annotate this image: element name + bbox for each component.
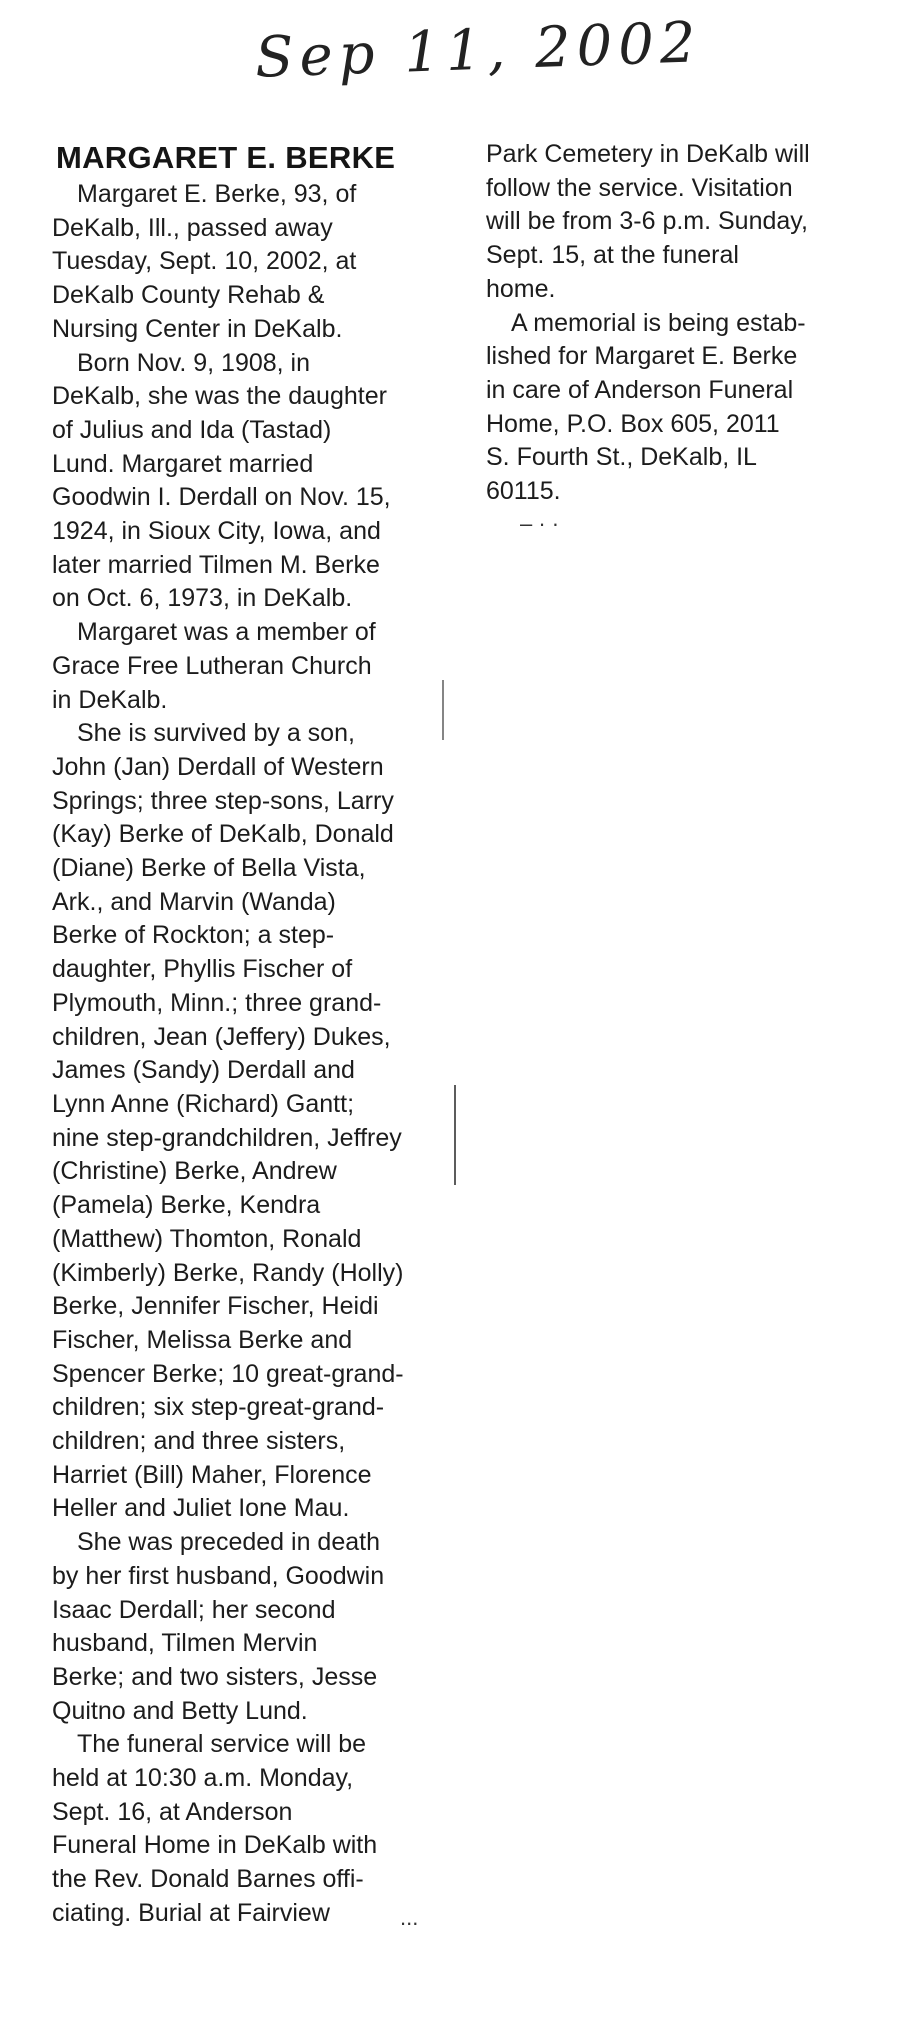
- text-line: (Pamela) Berke, Kendra: [52, 1191, 321, 1220]
- text-line: Nursing Center in DeKalb.: [52, 314, 343, 343]
- end-mark: – · ·: [520, 511, 560, 536]
- text-line: ciating. Burial at Fairview: [52, 1898, 330, 1927]
- text-line: (Diane) Berke of Bella Vista,: [52, 854, 366, 883]
- text-line: Springs; three step-sons, Larry: [52, 786, 394, 815]
- text-line: Quitno and Betty Lund.: [52, 1696, 308, 1725]
- left-column-paragraph: [52, 347, 437, 617]
- text-line: lished for Margaret E. Berke: [486, 342, 798, 371]
- text-line: Harriet (Bill) Maher, Florence: [52, 1460, 372, 1489]
- text-line: She is survived by a son,: [52, 719, 355, 748]
- text-line: DeKalb, she was the daughter: [52, 382, 387, 411]
- text-line: DeKalb County Rehab &: [52, 281, 325, 310]
- handwritten-date: Sep 11, 2002: [254, 10, 703, 91]
- text-line: She was preceded in death: [52, 1528, 380, 1557]
- text-line: children, Jean (Jeffery) Dukes,: [52, 1022, 391, 1051]
- text-line: Funeral Home in DeKalb with: [52, 1831, 378, 1860]
- text-line: Lynn Anne (Richard) Gantt;: [52, 1089, 355, 1118]
- text-line: Grace Free Lutheran Church: [52, 651, 372, 680]
- text-line: nine step-grandchildren, Jeffrey: [52, 1123, 402, 1152]
- text-line: Isaac Derdall; her second: [52, 1595, 336, 1624]
- left-column-paragraph: [52, 178, 437, 347]
- right-column-body: [486, 138, 876, 509]
- column-rule-lower: [454, 1085, 456, 1185]
- text-line: home.: [486, 274, 556, 303]
- text-line: John (Jan) Derdall of Western: [52, 752, 384, 781]
- text-line: Park Cemetery in DeKalb will: [486, 140, 810, 168]
- text-line: (Christine) Berke, Andrew: [52, 1157, 337, 1186]
- text-line: Berke, Jennifer Fischer, Heidi: [52, 1292, 379, 1321]
- text-line: (Kay) Berke of DeKalb, Donald: [52, 820, 394, 849]
- text-line: will be from 3-6 p.m. Sunday,: [486, 207, 808, 236]
- text-line: children; six step-great-grand-: [52, 1393, 385, 1422]
- text-line: Goodwin I. Derdall on Nov. 15,: [52, 483, 391, 512]
- left-column-paragraph: [52, 717, 437, 1526]
- text-line: The funeral service will be: [52, 1730, 367, 1759]
- text-line: Home, P.O. Box 605, 2011: [486, 409, 780, 438]
- text-line: Tuesday, Sept. 10, 2002, at: [52, 247, 357, 276]
- left-column-paragraph: [52, 1526, 437, 1728]
- text-line: Margaret E. Berke, 93, of: [52, 180, 357, 208]
- text-line: Fischer, Melissa Berke and: [52, 1325, 353, 1354]
- left-column-paragraph: [52, 616, 437, 717]
- text-line: Spencer Berke; 10 great-grand-: [52, 1359, 404, 1388]
- text-line: (Kimberly) Berke, Randy (Holly): [52, 1258, 404, 1287]
- text-line: on Oct. 6, 1973, in DeKalb.: [52, 584, 353, 613]
- right-column-paragraph: [486, 138, 876, 307]
- text-line: James (Sandy) Derdall and: [52, 1056, 355, 1085]
- text-line: Plymouth, Minn.; three grand-: [52, 988, 382, 1017]
- text-line: Heller and Juliet Ione Mau.: [52, 1494, 350, 1523]
- obituary-right-column: [486, 138, 876, 509]
- left-column-body: [52, 178, 437, 1931]
- text-line: the Rev. Donald Barnes offi-: [52, 1865, 364, 1894]
- text-line: in DeKalb.: [52, 685, 168, 714]
- text-line: of Julius and Ida (Tastad): [52, 415, 332, 444]
- text-line: daughter, Phyllis Fischer of: [52, 955, 353, 984]
- obituary-left-column: [52, 138, 437, 1931]
- text-line: DeKalb, Ill., passed away: [52, 213, 333, 242]
- text-line: Margaret was a member of: [52, 618, 376, 647]
- text-line: (Matthew) Thomton, Ronald: [52, 1224, 362, 1253]
- text-line: by her first husband, Goodwin: [52, 1561, 385, 1590]
- column-rule-upper: [442, 680, 444, 740]
- text-line: Berke; and two sisters, Jesse: [52, 1662, 378, 1691]
- text-line: Born Nov. 9, 1908, in: [52, 348, 311, 377]
- text-line: S. Fourth St., DeKalb, IL: [486, 443, 757, 472]
- text-line: A memorial is being estab-: [486, 308, 806, 337]
- text-line: Ark., and Marvin (Wanda): [52, 887, 336, 916]
- left-column-paragraph: [52, 1728, 437, 1930]
- text-line: Sept. 15, at the funeral: [486, 241, 739, 270]
- text-line: 1924, in Sioux City, Iowa, and: [52, 517, 381, 546]
- right-column-paragraph: [486, 307, 876, 509]
- obituary-headline: MARGARET E. BERKE: [56, 140, 396, 175]
- continuation-mark: ...: [400, 1905, 419, 1930]
- text-line: 60115.: [486, 477, 561, 506]
- text-line: in care of Anderson Funeral: [486, 375, 794, 404]
- text-line: husband, Tilmen Mervin: [52, 1629, 318, 1658]
- text-line: Sept. 16, at Anderson: [52, 1797, 293, 1826]
- text-line: held at 10:30 a.m. Monday,: [52, 1764, 354, 1793]
- text-line: Berke of Rockton; a step-: [52, 921, 335, 950]
- text-line: follow the service. Visitation: [486, 173, 793, 202]
- text-line: Lund. Margaret married: [52, 449, 314, 478]
- text-line: later married Tilmen M. Berke: [52, 550, 380, 579]
- text-line: children; and three sisters,: [52, 1427, 346, 1456]
